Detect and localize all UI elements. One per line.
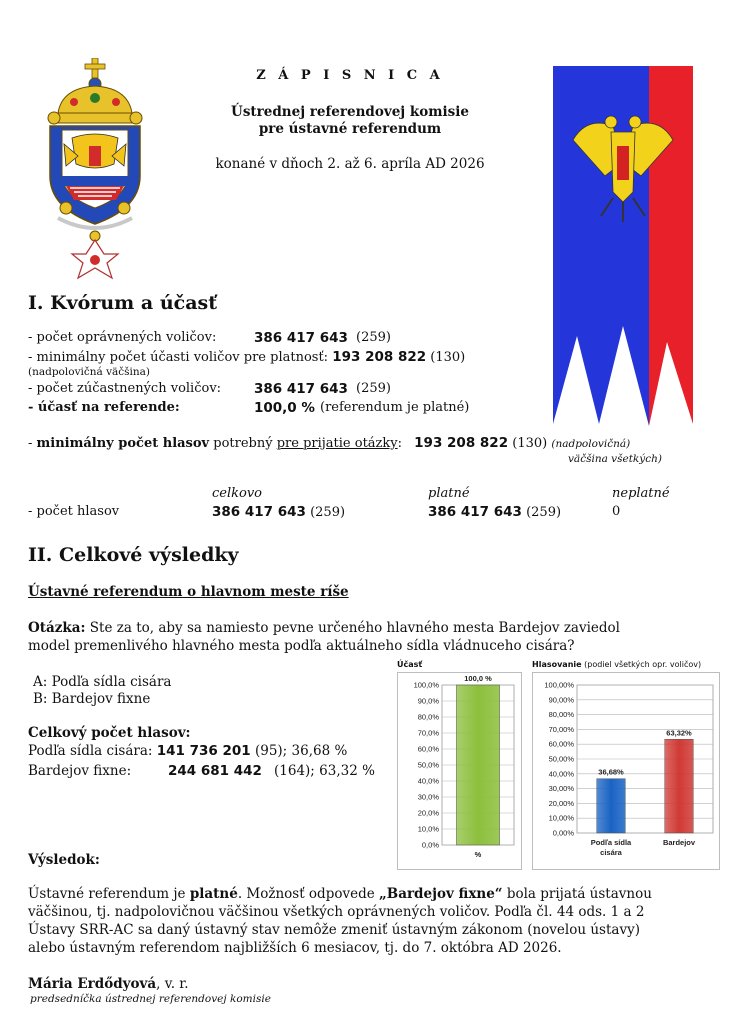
voting-chart-title: Hlasovanie [532, 660, 582, 669]
category-label: % [474, 850, 482, 859]
coat-of-arms-emblem [44, 58, 146, 280]
outcome-line-1 [28, 886, 652, 902]
question-text-1: Ste za to, aby sa namiesto pevne určeného hlavného mesta Bardejov zaviedol [85, 620, 620, 636]
flag-banner [553, 66, 693, 426]
votes-total-extra: (259) [310, 505, 346, 520]
category-label: Podľa sídla [590, 838, 632, 847]
y-tick-label: 50,0% [417, 760, 439, 770]
y-tick-label: 20,00% [548, 798, 574, 808]
data-label: 100,0 % [464, 674, 492, 683]
min-turnout-note: (nadpolovičná väčšina) [28, 366, 151, 378]
votes-total-value: 386 417 643 [212, 504, 306, 520]
votes-valid-extra: (259) [526, 505, 562, 520]
y-tick-label: 80,00% [548, 710, 574, 720]
min-turnout-row [28, 349, 465, 365]
outcome-option: „Bardejov fixne“ [379, 886, 503, 902]
min-votes-note-1: (nadpolovičná) [551, 438, 631, 450]
y-tick-label: 30,0% [417, 792, 439, 802]
section-2-heading: II. Celkové výsledky [28, 544, 239, 566]
min-votes-note-2: väčšina všetkých) [568, 453, 662, 465]
min-votes-mid: potrebný [209, 436, 277, 451]
min-votes-value: 193 208 822 [414, 435, 509, 451]
voting-chart-title-row [532, 660, 701, 669]
bar-0 [597, 779, 626, 833]
turnout-extra: (referendum je platné) [320, 400, 470, 415]
y-tick-label: 60,00% [548, 739, 574, 749]
y-tick-label: 70,00% [548, 724, 574, 734]
turnout-value: 100,0 % [254, 400, 315, 416]
outcome-heading: Výsledok: [28, 852, 100, 868]
result-a-label: Podľa sídla cisára: [28, 743, 153, 759]
section-1-heading: I. Kvórum a účasť [28, 292, 217, 314]
y-tick-label: 30,00% [548, 784, 574, 794]
votes-header-valid: platné [428, 486, 470, 501]
min-turnout-extra: (130) [430, 350, 466, 365]
data-label: 36,68% [598, 767, 624, 777]
question-text-2: model premenlivého hlavného mesta podľa aktuálneho sídla vládnuceho cisára? [28, 638, 575, 654]
turnout-chart [397, 672, 522, 870]
y-tick-label: 100,0% [413, 680, 439, 690]
votes-invalid-value: 0 [612, 504, 621, 519]
y-tick-label: 20,0% [417, 808, 439, 818]
signatory-name: Mária Erdődyová [28, 976, 157, 992]
eligible-voters-extra: (259) [356, 330, 391, 345]
y-tick-label: 50,00% [548, 754, 574, 764]
y-tick-label: 10,00% [548, 813, 574, 823]
participated-extra: (259) [356, 381, 391, 396]
outcome-text-a: Ústavné referendum je [28, 886, 190, 902]
question-line-1 [28, 620, 620, 636]
voting-chart [532, 672, 720, 870]
votes-label: - počet hlasov [28, 504, 120, 519]
referendum-title: Ústavné referendum o hlavnom meste ríše [28, 584, 349, 600]
min-votes-extra: (130) [512, 436, 548, 451]
document-subtitle [200, 104, 500, 138]
y-tick-label: 40,0% [417, 776, 439, 786]
data-label: 63,32% [666, 728, 692, 738]
question-label: Otázka: [28, 620, 86, 636]
outcome-text-c: . Možnosť odpovede [237, 886, 380, 902]
participated-label: - počet zúčastnených voličov: [28, 381, 222, 396]
min-votes-colon: : [397, 436, 403, 451]
eligible-voters-row [28, 330, 391, 346]
eligible-voters-label: - počet oprávnených voličov: [28, 330, 217, 345]
participated-row [28, 381, 391, 397]
turnout-row [28, 400, 470, 416]
min-votes-label: minimálny počet hlasov [36, 436, 210, 451]
min-turnout-value: 193 208 822 [332, 349, 427, 365]
result-b-row [28, 763, 375, 779]
y-tick-label: 0,0% [421, 840, 439, 850]
y-tick-label: 80,0% [417, 712, 439, 722]
signatory-role: predsedníčka ústrednej referendovej komisie [30, 993, 271, 1005]
result-a-extra: (95); 36,68 % [254, 743, 348, 759]
signatory-suffix: , v. r. [156, 976, 189, 992]
bar-0 [456, 685, 499, 845]
min-votes-underlined: pre prijatie otázky [276, 436, 398, 451]
min-votes-row [28, 435, 630, 451]
y-tick-label: 70,0% [417, 728, 439, 738]
document-title: Z Á P I S N I C A [256, 68, 444, 83]
subtitle-line-2: pre ústavné referendum [258, 121, 442, 137]
category-label: Bardejov [662, 838, 696, 847]
category-label: cisára [600, 848, 622, 857]
y-tick-label: 10,0% [417, 824, 439, 834]
turnout-chart-svg [398, 673, 521, 869]
y-tick-label: 60,0% [417, 744, 439, 754]
signature-row [28, 976, 189, 992]
y-tick-label: 90,0% [417, 696, 439, 706]
bar-1 [665, 739, 694, 833]
result-a-value: 141 736 201 [156, 743, 251, 759]
result-b-label: Bardejov fixne: [28, 763, 132, 779]
votes-header-total: celkovo [212, 486, 263, 501]
turnout-label: - účasť na referende: [28, 400, 180, 415]
votes-total-cell [212, 504, 345, 520]
outcome-text-e: bola prijatá ústavnou [502, 886, 652, 902]
outcome-valid: platné [189, 886, 238, 902]
result-a-row [28, 743, 347, 759]
turnout-chart-title: Účasť [397, 660, 423, 669]
y-tick-label: 100,00% [544, 680, 574, 690]
held-date: konané v dňoch 2. až 6. apríla AD 2026 [215, 156, 485, 172]
total-votes-heading: Celkový počet hlasov: [28, 725, 191, 741]
voting-chart-svg [533, 673, 719, 869]
votes-valid-cell [428, 504, 561, 520]
outcome-line-4: alebo ústavným referendom najbližších 6 mesiacov, tj. do 7. októbra AD 2026. [28, 940, 562, 956]
y-tick-label: 40,00% [548, 769, 574, 779]
option-b: B: Bardejov fixne [33, 691, 151, 707]
option-a: A: Podľa sídla cisára [33, 674, 172, 690]
result-b-extra: (164); 63,32 % [274, 763, 375, 779]
outcome-line-2: väčšinou, tj. nadpolovičnou väčšinou všetkých oprávnených voličov. Podľa čl. 44 ods. 1 a 2 [28, 904, 645, 920]
min-votes-prefix: - [28, 436, 37, 451]
votes-header-invalid: neplatné [612, 486, 670, 501]
participated-value: 386 417 643 [254, 381, 348, 397]
eligible-voters-value: 386 417 643 [254, 330, 348, 346]
y-tick-label: 90,00% [548, 695, 574, 705]
subtitle-line-1: Ústrednej referendovej komisie [231, 104, 469, 120]
voting-chart-subtitle: (podiel všetkých opr. voličov) [584, 660, 702, 669]
outcome-line-3: Ústavy SRR-AC sa daný ústavný stav nemôže zmeniť ústavným zákonom (novelou ústavy) [28, 922, 640, 938]
y-tick-label: 0,00% [552, 828, 574, 838]
result-b-value: 244 681 442 [168, 763, 262, 779]
min-turnout-label: - minimálny počet účasti voličov pre platnosť: [28, 350, 329, 365]
votes-valid-value: 386 417 643 [428, 504, 522, 520]
